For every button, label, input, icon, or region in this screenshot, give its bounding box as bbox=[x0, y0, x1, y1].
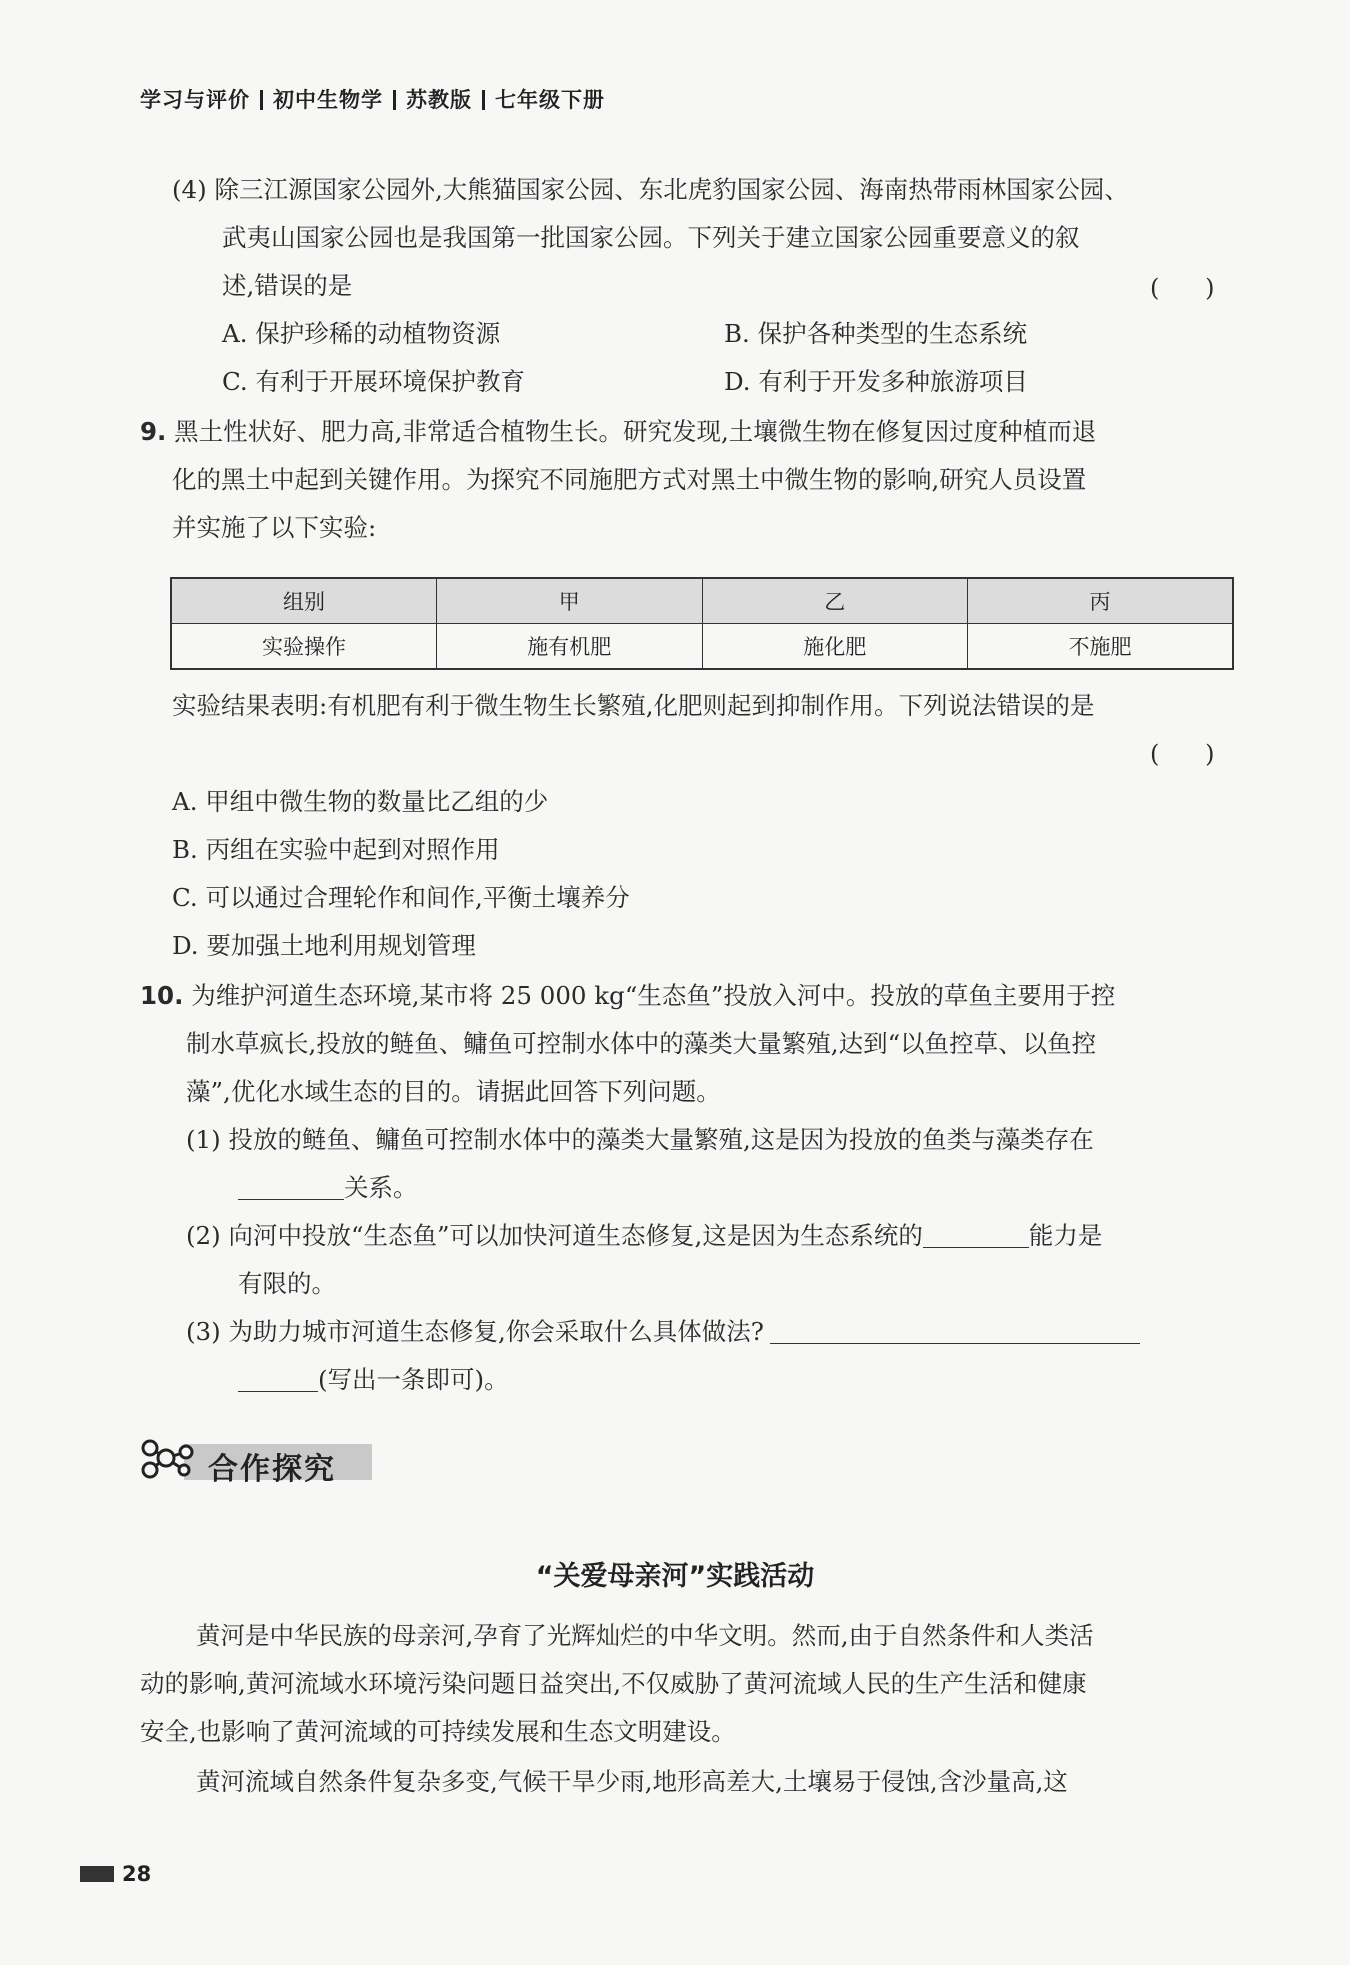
q10-line2: 制水草疯长,投放的鲢鱼、鳙鱼可控制水体中的藻类大量繁殖,达到“以鱼控草、以鱼控 bbox=[186, 1029, 1097, 1058]
table-cell: 不施肥 bbox=[968, 624, 1234, 670]
q10-line3: 藻”,优化水域生态的目的。请据此回答下列问题。 bbox=[186, 1077, 721, 1106]
q10-sub3-tail: (写出一条即可)。 bbox=[318, 1365, 509, 1394]
table-header-cell: 组别 bbox=[171, 578, 437, 624]
body-paragraph-line: 黄河流域自然条件复杂多变,气候干旱少雨,地形高差大,土壤易于侵蚀,含沙量高,这 bbox=[196, 1767, 1068, 1796]
answer-paren: ( ) bbox=[1150, 740, 1215, 768]
table-cell: 施化肥 bbox=[702, 624, 968, 670]
answer-blank[interactable] bbox=[923, 1247, 1029, 1248]
footer-marker bbox=[80, 1866, 114, 1882]
q10-sub2-text: (2) 向河中投放“生态鱼”可以加快河道生态修复,这是因为生态系统的 bbox=[186, 1221, 923, 1250]
header-divider bbox=[260, 90, 263, 110]
q9-option-d: D. 要加强土地利用规划管理 bbox=[172, 931, 476, 960]
q8-4-line1: (4) 除三江源国家公园外,大熊猫国家公园、东北虎豹国家公园、海南热带雨林国家公园、 bbox=[172, 175, 1129, 204]
q8-4-line2: 武夷山国家公园也是我国第一批国家公园。下列关于建立国家公园重要意义的叙 bbox=[222, 223, 1080, 252]
q8-4-line3: 述,错误的是 bbox=[222, 271, 353, 300]
q10-sub1-line1: (1) 投放的鲢鱼、鳙鱼可控制水体中的藻类大量繁殖,这是因为投放的鱼类与藻类存在 bbox=[186, 1125, 1094, 1154]
q9-option-c: C. 可以通过合理轮作和间作,平衡土壤养分 bbox=[172, 883, 630, 912]
header-divider bbox=[482, 90, 485, 110]
q10-line1 bbox=[140, 981, 1116, 1010]
body-paragraph-line: 黄河是中华民族的母亲河,孕育了光辉灿烂的中华文明。然而,由于自然条件和人类活 bbox=[196, 1621, 1094, 1650]
q10-sub3-text: (3) 为助力城市河道生态修复,你会采取什么具体做法? bbox=[186, 1317, 764, 1346]
q10-sub2-tail: 能力是 bbox=[1028, 1221, 1103, 1250]
table-cell: 施有机肥 bbox=[437, 624, 703, 670]
question-number: 10. bbox=[140, 981, 184, 1010]
experiment-table bbox=[170, 577, 1234, 670]
table-row bbox=[171, 624, 1233, 670]
body-paragraph-line: 动的影响,黄河流域水环境污染问题日益突出,不仅威胁了黄河流域人民的生产生活和健康 bbox=[140, 1669, 1087, 1698]
q10-line1-text: 为维护河道生态环境,某市将 25 000 kg“生态鱼”投放入河中。投放的草鱼主要用于控 bbox=[191, 981, 1116, 1010]
q10-sub2-line1 bbox=[186, 1221, 1103, 1250]
answer-blank[interactable] bbox=[238, 1391, 318, 1392]
q8-4-option-a: A. 保护珍稀的动植物资源 bbox=[222, 319, 501, 348]
section-title: 合作探究 bbox=[208, 1452, 336, 1487]
q8-4-option-c: C. 有利于开展环境保护教育 bbox=[222, 367, 525, 396]
table-cell: 实验操作 bbox=[171, 624, 437, 670]
q10-sub3-line1 bbox=[186, 1317, 1140, 1346]
q9-option-a: A. 甲组中微生物的数量比乙组的少 bbox=[172, 787, 549, 816]
page-footer bbox=[80, 1862, 151, 1886]
body-paragraph-line: 安全,也影响了黄河流域的可持续发展和生态文明建设。 bbox=[140, 1717, 736, 1746]
header-series: 学习与评价 bbox=[140, 88, 250, 112]
header-subject: 初中生物学 bbox=[273, 88, 383, 112]
q10-sub3-line2 bbox=[238, 1365, 509, 1394]
q9-line1-text: 黑土性状好、肥力高,非常适合植物生长。研究发现,土壤微生物在修复因过度种植而退 bbox=[174, 417, 1097, 446]
q10-sub2-line2: 有限的。 bbox=[238, 1269, 336, 1298]
header-grade: 七年级下册 bbox=[495, 88, 605, 112]
q10-sub1-tail: 关系。 bbox=[344, 1173, 418, 1202]
answer-blank[interactable] bbox=[238, 1199, 344, 1200]
answer-blank[interactable] bbox=[770, 1343, 1140, 1344]
table-header-row bbox=[171, 578, 1233, 624]
q9-result: 实验结果表明:有机肥有利于微生物生长繁殖,化肥则起到抑制作用。下列说法错误的是 bbox=[172, 691, 1095, 720]
page-number: 28 bbox=[122, 1862, 152, 1886]
section-heading bbox=[136, 1432, 372, 1487]
table-header-cell: 乙 bbox=[702, 578, 968, 624]
question-number: 9. bbox=[140, 417, 167, 446]
q8-4-option-b: B. 保护各种类型的生态系统 bbox=[724, 319, 1028, 348]
q9-line1 bbox=[140, 417, 1097, 446]
molecule-icon bbox=[136, 1434, 206, 1484]
header-edition: 苏教版 bbox=[406, 88, 472, 112]
running-header bbox=[140, 84, 605, 114]
table-header-cell: 丙 bbox=[968, 578, 1234, 624]
table-header-cell: 甲 bbox=[437, 578, 703, 624]
q9-line3: 并实施了以下实验: bbox=[172, 513, 377, 542]
q10-sub1-line2 bbox=[238, 1173, 418, 1202]
q8-4-option-d: D. 有利于开发多种旅游项目 bbox=[724, 367, 1028, 396]
activity-title: “关爱母亲河”实践活动 bbox=[535, 1561, 815, 1592]
q9-option-b: B. 丙组在实验中起到对照作用 bbox=[172, 835, 500, 864]
answer-paren: ( ) bbox=[1150, 274, 1215, 302]
header-divider bbox=[393, 90, 396, 110]
q9-line2: 化的黑土中起到关键作用。为探究不同施肥方式对黑土中微生物的影响,研究人员设置 bbox=[172, 465, 1087, 494]
